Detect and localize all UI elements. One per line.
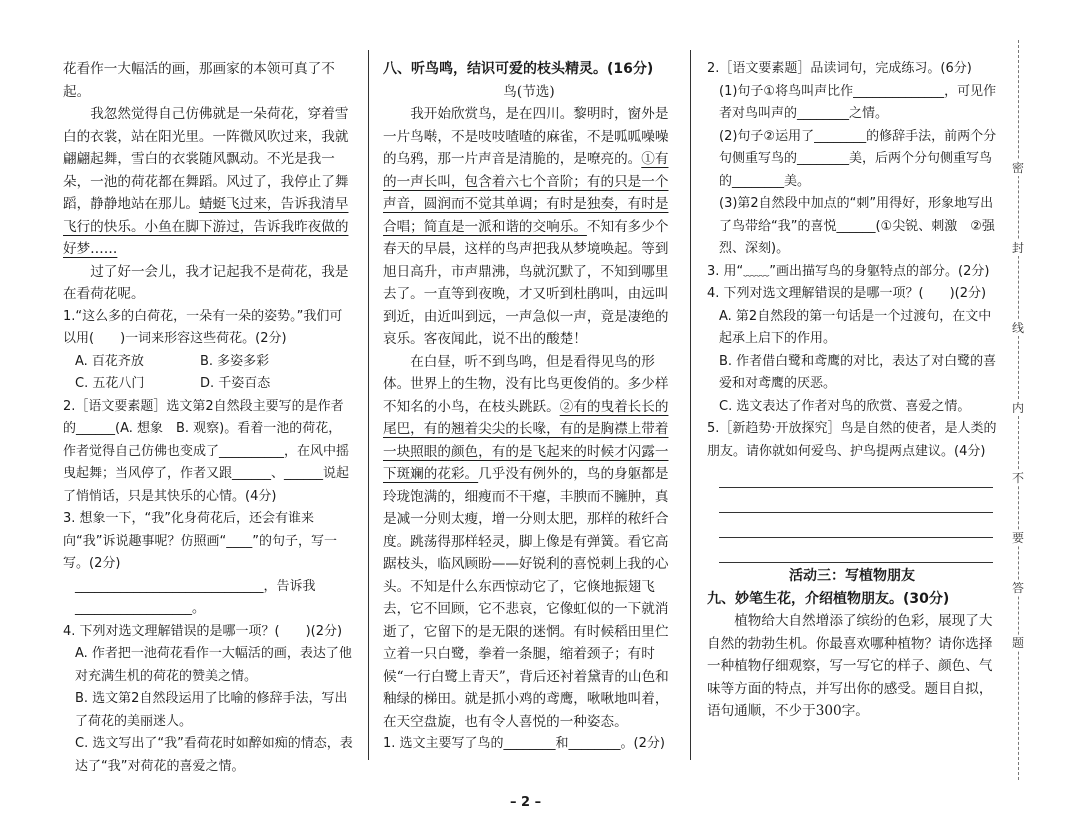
seal-char: 密 — [1007, 160, 1029, 176]
option-b: B. 多姿多彩 — [200, 353, 270, 369]
section-heading: 八、听鸟鸣，结识可爱的枝头精灵。(16分) — [383, 61, 654, 77]
seal-char: 要 — [1007, 530, 1029, 546]
question-3: 3. 用“﹏﹏”画出描写鸟的身躯特点的部分。(2分) — [707, 263, 990, 279]
passage-title: 鸟(节选) — [503, 83, 555, 100]
options-row — [63, 351, 353, 374]
question-5: 5.［新趋势·开放探究］鸟是自然的使者，是人类的朋友。请你就如何爱鸟、护鸟提两点建议。(4分) — [707, 421, 997, 459]
underlined-sentence: ②有的曳着长长的尾巴，有的翘着尖尖的长喙，有的是胸襟上带着一块照眼的颜色，有的是飞起来的时候才闪露一下斑斓的花彩。 — [383, 398, 669, 482]
option-d: D. 千姿百态 — [200, 376, 271, 391]
seal-char: 答 — [1007, 580, 1029, 596]
seal-char: 题 — [1007, 635, 1029, 651]
question-1: 1. 选文主要写了鸟的________和________。(2分) — [383, 736, 665, 751]
sub-question: (2)句子②运用了________的修辞手法，前两个分句侧重写鸟的________美，后两个分句侧重写鸟的________美。 — [719, 128, 997, 189]
passage-paragraph — [63, 103, 353, 261]
passage-text: 我开始欣赏鸟，是在四川。黎明时，窗外是一片鸟啭，不是吱吱喳喳的麻雀，不是呱呱噪噪的乌鸦，那一片声音是清脆的，是嘹亮的。 — [383, 106, 669, 167]
options-row — [63, 373, 353, 396]
seal-char: 内 — [1007, 400, 1029, 416]
passage-paragraph: 花看作一大幅活的画，那画家的本领可真了不起。 — [63, 61, 335, 100]
underlined-sentence: 蜻蜓飞过来，告诉我清早飞行的快乐。小鱼在脚下游过，告诉我昨夜做的好梦…… — [63, 196, 349, 257]
answer-line[interactable] — [719, 513, 993, 538]
passage-paragraph — [383, 103, 675, 351]
answer-fill-line[interactable]: _____________________________，告诉我__________________。 — [75, 578, 316, 616]
column-right — [707, 58, 997, 723]
question-4: 4. 下列对选文理解错误的是哪一项？( )(2分) — [63, 623, 343, 639]
passage-text: 在白昼，听不到鸟鸣，但是看得见鸟的形体。世界上的生物，没有比鸟更俊俏的。多少样不知名的小鸟，在枝头跳跃。 — [383, 353, 669, 415]
answer-line[interactable] — [719, 463, 993, 488]
question-4: 4. 下列对选文理解错误的是哪一项？( )(2分) — [707, 286, 987, 301]
sub-question: (3)第2自然段中加点的“刺”用得好，形象地写出了鸟带给“我”的喜悦______(①尖锐、刺激 ②强烈、深刻)。 — [719, 196, 995, 256]
answer-line[interactable] — [719, 538, 993, 563]
passage-text: 几乎没有例外的，鸟的身躯都是玲珑饱满的，细瘦而不干瘪，丰腴而不臃肿，真是减一分则太瘦，增一分则太肥，那样的秾纤合度。跳荡得那样轻灵，脚上像是有弹簧。看它高踞枝头，临风顾盼——好锐利的喜悦刺上我的心头。不知是什么东西惊动它了，它倏地振翅飞去，它不回顾，它不悲哀，它像虹似的一下就消逝了，它留下的是无限的迷惘。有时候稻田里伫立着一只白鹭，拳着一条腿，缩着颈子；有时候“一行白鹭上青天”，背后还衬着黛青的山色和釉绿的梯田。就是抓小鸡的鸢鹰，啾啾地叫着，在天空盘旋，也有令人喜悦的一种姿态。 — [383, 466, 669, 730]
passage-paragraph: 过了好一会儿，我才记起我不是荷花，我是在看荷花呢。 — [63, 263, 349, 302]
option-c: C. 选文写出了“我”看荷花时如醉如痴的情态，表达了“我”对荷花的喜爱之情。 — [75, 736, 353, 774]
option-b: B. 选文第2自然段运用了比喻的修辞手法，写出了荷花的美丽迷人。 — [75, 691, 348, 729]
activity-heading: 活动三：写植物朋友 — [789, 568, 915, 584]
option-c: C. 五花八门 — [75, 376, 145, 391]
column-divider-1 — [368, 50, 369, 760]
column-middle — [383, 58, 675, 756]
question-2: 2.［语文要素题］选文第2自然段主要写的是作者的______(A. 想象 B. 观察)。看着一池的荷花，作者觉得自己仿佛也变成了__________，在风中摇曳起舞；当风停了，作者又跟______、______说起了悄悄话，只是其快乐的心情。(4分) — [63, 398, 350, 504]
page-number: – 2 – — [510, 795, 542, 810]
column-divider-2 — [690, 50, 691, 760]
question-2: 2.［语文要素题］品读词句，完成练习。(6分) — [707, 61, 972, 76]
writing-prompt: 植物给大自然增添了缤纷的色彩，展现了大自然的勃勃生机。你最喜欢哪种植物？请你选择一种植物仔细观察，写一写它的样子、颜色、气味等方面的特点，并写出你的感受。题目自拟，语句通顺，不少于300字。 — [707, 613, 993, 719]
option-a: A. 百花齐放 — [75, 353, 144, 369]
question-3: 3. 想象一下，“我”化身荷花后，还会有谁来向“我”诉说趣事呢？仿照画“____”的句子，写一写。(2分) — [63, 511, 337, 571]
seal-char: 封 — [1007, 240, 1029, 256]
passage-paragraph — [383, 351, 675, 734]
passage-text: 我忽然觉得自己仿佛就是一朵荷花，穿着雪白的衣裳，站在阳光里。一阵微风吹过来，我就翩翩起舞，雪白的衣裳随风飘动。不光是我一朵，一池的荷花都在舞蹈。风过了，我停止了舞蹈，静静地站在那儿。 — [63, 106, 349, 212]
underlined-sentence: ①有的一声长叫，包含着六七个音阶；有的只是一个声音，圆润而不觉其单调；有时是独奏，有时是合唱；简直是一派和谐的交响乐。 — [383, 151, 669, 235]
option-b: B. 作者借白鹭和鸢鹰的对比，表达了对白鹭的喜爱和对鸢鹰的厌恶。 — [719, 353, 997, 391]
passage-text: 不知有多少个春天的早晨，这样的鸟声把我从梦境唤起。等到旭日高升，市声鼎沸，鸟就沉默了，不知到哪里去了。一直等到夜晚，才又听到杜鹃叫，由远叫到近，由近叫到远，一声急似一声，竟是凄绝的哀乐。客夜闻此，说不出的酸楚！ — [383, 218, 669, 347]
column-left — [63, 58, 353, 778]
option-a: A. 作者把一池荷花看作一大幅活的画，表达了他对充满生机的荷花的赞美之情。 — [75, 646, 352, 684]
seal-char: 不 — [1007, 470, 1029, 486]
question-1: 1.“这么多的白荷花，一朵有一朵的姿势。”我们可以用( )一词来形容这些荷花。(2分) — [63, 308, 343, 346]
option-a: A. 第2自然段的第一句话是一个过渡句，在文中起承上启下的作用。 — [719, 308, 992, 346]
sub-question: (1)句子①将鸟叫声比作______________，可见作者对鸟叫声的________之情。 — [719, 83, 997, 121]
section-heading: 九、妙笔生花，介绍植物朋友。(30分) — [707, 590, 950, 607]
seal-char: 线 — [1007, 320, 1029, 336]
option-c: C. 选文表达了作者对鸟的欣赏、喜爱之情。 — [719, 398, 971, 414]
answer-line[interactable] — [719, 488, 993, 513]
